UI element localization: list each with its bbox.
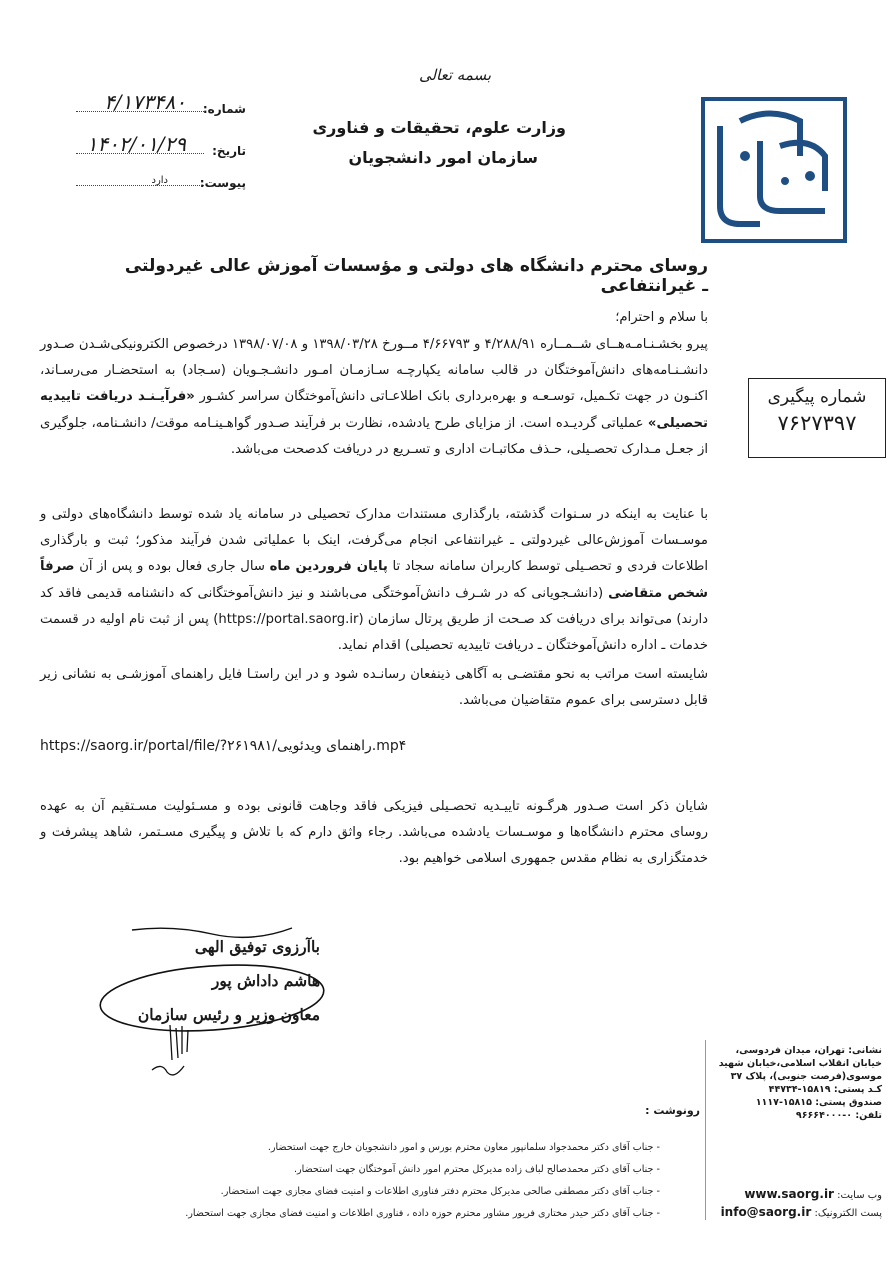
email-label: پست الکترونیک:	[814, 1208, 882, 1219]
organization-logo	[700, 96, 848, 244]
email-link[interactable]: info@saorg.ir	[720, 1205, 812, 1219]
paragraph-2-mid: سال جاری فعال بوده و پس از آن	[74, 559, 270, 575]
tracking-box	[748, 378, 886, 458]
tracking-number: ۷۶۲۷۳۹۷	[777, 411, 857, 435]
cc-title: رونوشت :	[645, 1104, 700, 1117]
paragraph-2-bold-2: صرفاً شخص متقاضی	[40, 559, 708, 601]
letter-date-row	[58, 134, 246, 160]
website-link[interactable]: www.saorg.ir	[744, 1187, 834, 1201]
tracking-label: شماره پیگیری	[767, 387, 867, 407]
paragraph-1-bold: «فرآیـنـد دریافت تاییدیه تحصیلی»	[40, 389, 708, 431]
organization-name: سازمان امور دانشجویان	[348, 148, 538, 167]
postal-code: ۱۵۸۱۹-۴۴۷۳۴	[768, 1084, 831, 1095]
greeting: با سلام و احترام؛	[615, 310, 708, 325]
paragraph-2-end: (دانشـجویانی که در شـرف دانش‌آموختگی می‌باشند و نیز دانش‌آموختگانی که دانشنامه قدیمی فاقد کد دارند) می‌تواند برای دریافت کد صـحت از طریق پرتال سازمان (https://portal.saorg.ir) پس از ثبت نام اولیه در قسمت خدمات ـ اداره دانش‌آموختگان ـ دریافت تاییدیه تحصیلی) اقدام نماید.	[40, 585, 708, 654]
paragraph-4: شایان ذکر است صـدور هرگـونه تاییـدیه تحصـیلی فیزیکی فاقد وجاهت قانونی بوده و مسـئولیت مسـتقیم آن به عهده روسای محترم دانشگاه‌ها و موسـسات یادشده می‌باشد. رجاء واثق دارم که با تلاش و پیگیری مسـتمر، شاهد پیشرفت و خدمتگزاری به نظام مقدس جمهوری اسلامی خواهیم بود.	[40, 799, 708, 867]
pobox: ۱۵۸۱۵-۱۱۱۷	[755, 1097, 812, 1108]
logo-emblem	[700, 96, 848, 244]
addressee: روسای محترم دانشگاه های دولتی و مؤسسات آموزش عالی غیردولتی ـ غیرانتفاعی	[124, 256, 708, 296]
website-label: وب سایت:	[837, 1190, 882, 1201]
cc-item: - جناب آقای دکتر محمدصالح لباف زاده مدیرکل محترم امور دانش آموختگان جهت استحضار.	[294, 1164, 660, 1175]
phone-row	[712, 1109, 882, 1122]
address-line: خیابان انقلاب اسلامی،خیابان شهید	[718, 1058, 882, 1069]
contact-web	[712, 1186, 882, 1222]
paragraph-1	[40, 332, 708, 463]
paragraph-2	[40, 502, 708, 659]
postal-code-row	[712, 1083, 882, 1096]
phone-label: تلفن:	[855, 1110, 882, 1121]
paragraph-1-text: پیرو بخشـنـامـه‌هــای شــمــاره ۴/۲۸۸/۹۱ و ۴/۶۶۷۹۳ مــورخ ۱۳۹۸/۰۳/۲۸ و ۱۳۹۸/۰۷/۰۸ درخصوص الکترونیکی‌شـدن صـدور دانشـنـامه‌های دانش‌آموختگان در قالب سامانه یکپارچـه سـازمـان امـور دانشـجـویان (سـجاد) به استحضـار می‌رسـاند، اکنـون در جهت تکـمیل، توسـعـه و بهره‌برداری بانک اطلاعـاتی دانش‌آموختگان سراسر کشـور	[40, 337, 708, 405]
paragraph-2-text: با عنایت به اینکه در سـنوات گذشته، بارگذاری مستندات مدارک تحصیلی در سامانه یاد شده توسط دانشگاه‌های دولتی و موسـسات آموزش‌عالی غیردولتی ـ غیرانتفاعی انجام می‌گرفت، اینک با عملیاتی شدن فرآیند مذکور؛ ثبت و بارگذاری اطلاعات فردی و تحصـیلی توسط کاربران سامانه سجاد تا	[40, 507, 708, 575]
cc-item: - جناب آقای دکتر حیدر مختاری فریور مشاور محترم حوزه داده ، فناوری اطلاعات و امنیت فضای مجازی جهت استحضار.	[185, 1208, 660, 1219]
paragraph-2-bold-1: پایان فروردین ماه	[269, 559, 388, 575]
paragraph-3: شایسته است مراتب به نحو مقتضـی به آگاهی ذینفعان رسانـده شود و در این راستـا فایل راهنمای آموزشـی به نشانی زیر قابل دسترسی برای عموم متقاضیان می‌باشد.	[40, 667, 708, 709]
divider	[705, 1040, 706, 1220]
attachment-value: دارد	[151, 175, 168, 186]
letter-number-row	[58, 92, 246, 118]
signatory-title: معاون وزیر و رئیس سازمان	[137, 1005, 320, 1024]
letter-date: ۱۴۰۲/۰۱/۲۹	[86, 132, 186, 156]
organization-address	[712, 1044, 882, 1122]
phone-number: ۰-۹۶۶۶۴۰۰۰	[795, 1110, 853, 1121]
attachment-row	[58, 166, 246, 192]
signatory-name: هاشم داداش پور	[211, 971, 320, 990]
website-row	[712, 1186, 882, 1204]
dotted-line	[76, 185, 204, 186]
number-label: شماره:	[202, 102, 246, 116]
postal-label: کـد پستی:	[833, 1084, 882, 1095]
letter-number: ۴/۱۷۳۴۸۰	[104, 90, 186, 114]
pobox-row	[712, 1096, 882, 1109]
email-row	[712, 1204, 882, 1222]
signature-block	[110, 930, 320, 1032]
address-line: نشانی: تهران، میدان فردوسی،	[735, 1045, 882, 1056]
pobox-label: صندوق پستی:	[815, 1097, 882, 1108]
cc-item: - جناب آقای دکتر محمدجواد سلمانپور معاون محترم بورس و امور دانشجویان خارج جهت استحضار.	[267, 1142, 660, 1153]
address-line: موسوی(فرصت جنوبی)، پلاک ۳۷	[730, 1071, 882, 1082]
attachment-label: پیوست:	[199, 176, 246, 190]
signature-closing: باآرزوی توفیق الهی	[194, 937, 320, 956]
cc-item: - جناب آقای دکتر مصطفی صالحی مدیرکل محترم دفتر فناوری اطلاعات و امنیت فضای مجازی جهت استحضار.	[220, 1186, 660, 1197]
paragraph-1-end: عملیاتی گردیـده است. از مزایای طرح یادشده، نظارت بر فرآیند صـدور گواهـینـامه موقت/ دانشـنامه، جلوگیری از جعـل مـدارک تحصـیلی، حـذف مکاتبـات اداری و تسـریع در دریافت کدصحت می‌باشد.	[40, 415, 708, 457]
video-guide-link[interactable]: https://saorg.ir/portal/file/?۲۶۱۹۸۱/راهنمای ویدئویی.mp۴	[40, 738, 407, 754]
ministry-name: وزارت علوم، تحقیقات و فناوری	[312, 118, 566, 137]
date-label: تاریخ:	[212, 144, 246, 158]
bismillah-heading: بسمه تعالی	[418, 66, 492, 84]
